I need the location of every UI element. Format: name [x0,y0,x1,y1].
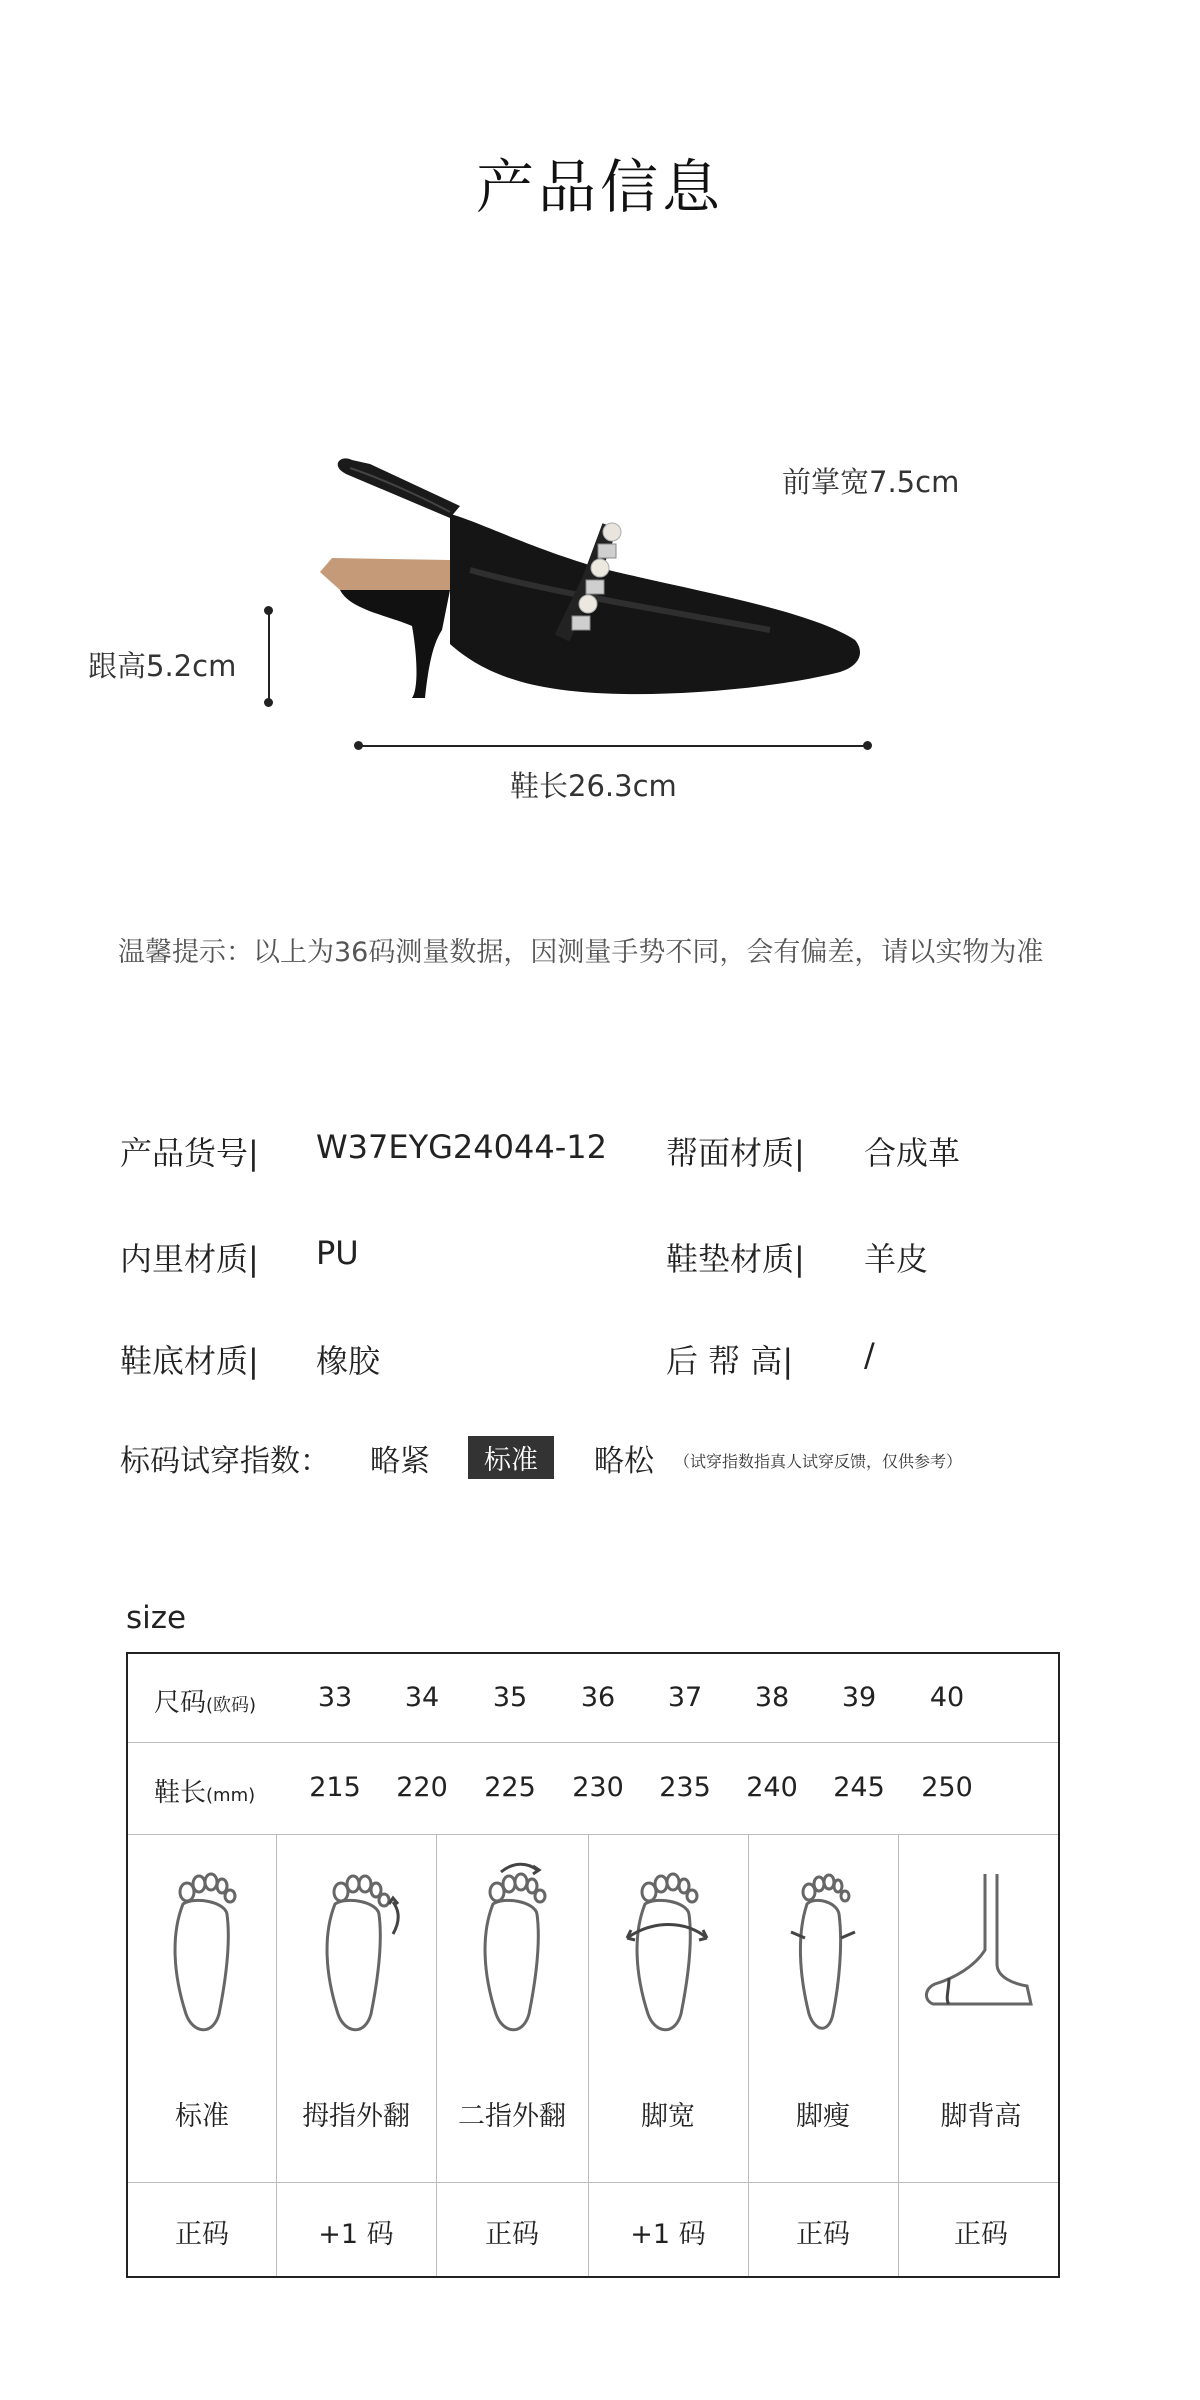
page-title: 产品信息 [475,153,724,221]
size-cell: 35 [492,1682,528,1713]
fit-recommendation: 正码 [485,2219,539,2250]
size-cell: 34 [404,1682,440,1713]
size-cell: 40 [929,1682,965,1713]
foot-wide-icon [590,1854,744,2044]
size-cell: 36 [580,1682,616,1713]
foot-type-label: 拇指外翻 [302,2101,410,2132]
size-table [126,1652,1060,2278]
size-section-label: size [126,1600,187,1636]
spec-value-outsole: 橡胶 [316,1342,381,1380]
foot-type-label: 脚瘦 [796,2101,850,2132]
length-cell: 215 [309,1772,361,1803]
spec-value-back-height: / [864,1336,875,1374]
foot-bunion-icon [280,1854,434,2044]
length-cell: 240 [746,1772,798,1803]
length-cell: 220 [396,1772,448,1803]
foot-type-label: 标准 [175,2101,229,2132]
size-cell: 38 [754,1682,790,1713]
fit-recommendation: +1 码 [630,2219,706,2250]
spec-label-sku: 产品货号| [120,1134,259,1172]
shoe-length-line [358,745,868,747]
length-cell: 250 [921,1772,973,1803]
foot-type-label: 二指外翻 [458,2101,566,2132]
length-cell: 225 [484,1772,536,1803]
heel-height-dot-top [264,606,273,615]
foot-type-label: 脚背高 [940,2101,1022,2132]
length-cell: 235 [659,1772,711,1803]
fit-recommendation: 正码 [796,2219,850,2250]
length-row-header: 鞋长(mm) [154,1778,256,1808]
fit-index-note: （试穿指数指真人试穿反馈，仅供参考） [674,1452,963,1471]
foot-standard-icon [128,1854,282,2044]
fit-option-standard-selected: 标准 [468,1436,554,1479]
size-cell: 39 [841,1682,877,1713]
length-cell: 230 [572,1772,624,1803]
measurement-note: 温馨提示：以上为36码测量数据，因测量手势不同，会有偏差，请以实物为准 [118,937,1044,968]
foot-high-instep-icon [902,1854,1056,2044]
shoe-length-dot-left [354,741,363,750]
fit-option-tight: 略紧 [370,1444,430,1479]
heel-height-label: 跟高5.2cm [88,649,237,683]
spec-label-upper: 帮面材质| [666,1134,805,1172]
spec-value-lining: PU [316,1234,359,1272]
spec-value-upper: 合成革 [864,1134,961,1172]
length-cell: 245 [833,1772,885,1803]
spec-value-sku: W37EYG24044-12 [316,1128,607,1166]
spec-value-insole: 羊皮 [864,1240,929,1278]
foot-type-label: 脚宽 [641,2101,695,2132]
foot-second-toe-icon [438,1854,592,2044]
size-cell: 37 [667,1682,703,1713]
fit-recommendation: 正码 [175,2219,229,2250]
spec-label-lining: 内里材质| [120,1240,259,1278]
size-cell: 33 [317,1682,353,1713]
fit-recommendation: +1 码 [318,2219,394,2250]
spec-label-back-height: 后 帮 高| [666,1342,794,1380]
forefoot-width-label: 前掌宽7.5cm [782,465,960,499]
fit-option-loose: 略松 [594,1444,654,1479]
heel-height-line [268,610,270,702]
fit-recommendation: 正码 [954,2219,1008,2250]
heel-height-dot-bottom [264,698,273,707]
size-row-header: 尺码(欧码) [154,1688,257,1718]
fit-index-label: 标码试穿指数： [120,1444,330,1479]
spec-label-insole: 鞋垫材质| [666,1240,805,1278]
shoe-length-dot-right [863,741,872,750]
shoe-length-label: 鞋长26.3cm [510,769,677,803]
spec-label-outsole: 鞋底材质| [120,1342,259,1380]
foot-narrow-icon [746,1854,900,2044]
